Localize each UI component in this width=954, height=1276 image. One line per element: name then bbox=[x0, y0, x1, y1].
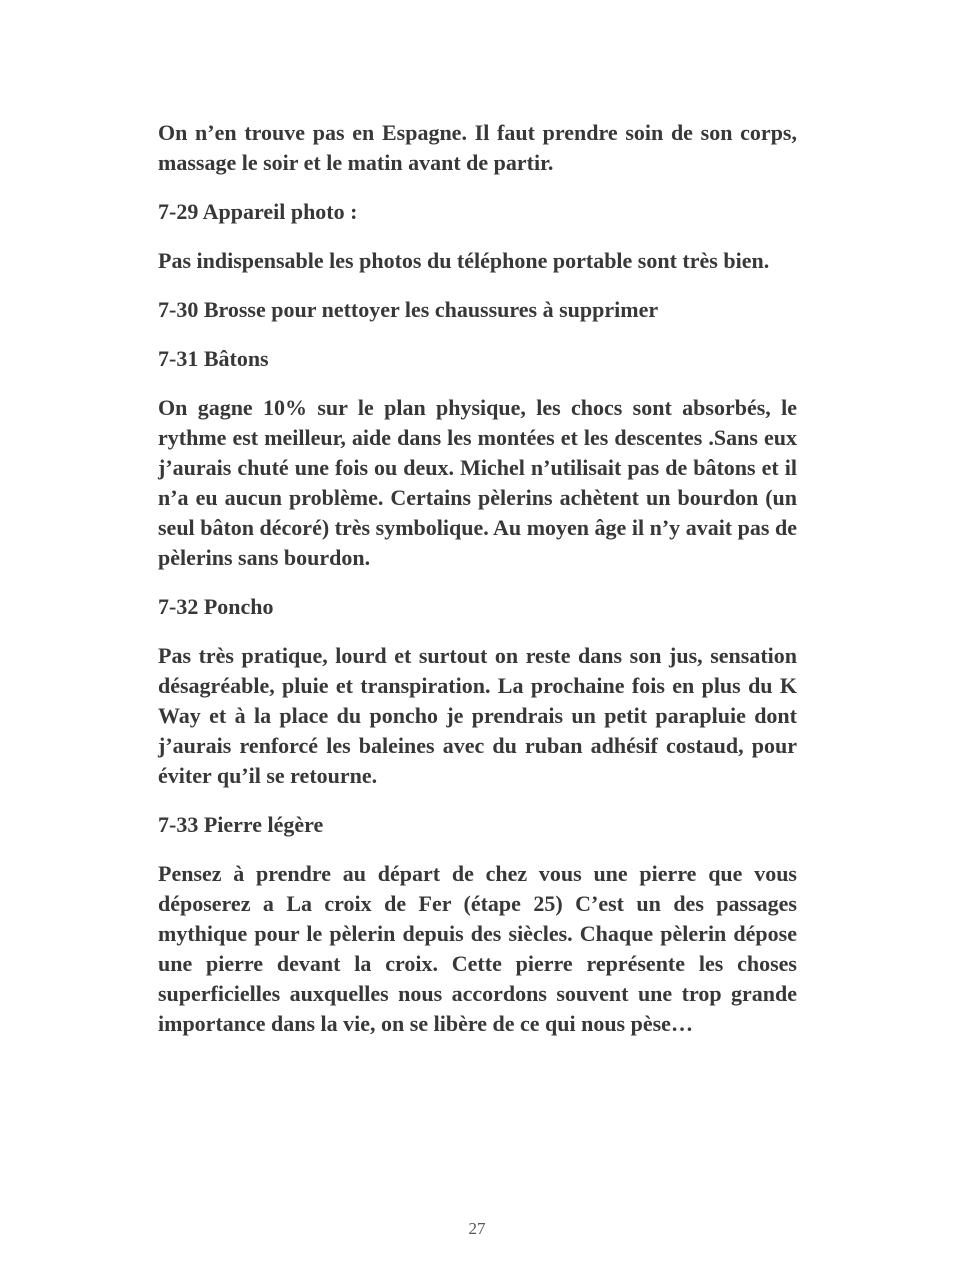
section-heading-7-29-appareil-photo: 7-29 Appareil photo : bbox=[158, 199, 358, 224]
paragraph-pierre-legere: Pensez à prendre au départ de chez vous une pierre que vous déposerez a La croix de Fer (étape 25) C’est un des passages mythique pour le pèlerin depuis des siècles. Chaque pèlerin dépose une pierre devant la croix. Cette pierre représente les choses superficielles auxquelles nous accordons souvent une trop grande importance dans la vie, on se libère de ce qui nous pèse… bbox=[158, 861, 797, 1036]
section-heading-7-33-pierre-legere: 7-33 Pierre légère bbox=[158, 812, 324, 837]
paragraph-massage: On n’en trouve pas en Espagne. Il faut prendre soin de son corps, massage le soir et le matin avant de partir. bbox=[158, 120, 797, 175]
paragraph-poncho: Pas très pratique, lourd et surtout on reste dans son jus, sensation désagréable, pluie et transpiration. La prochaine fois en plus du K Way et à la place du poncho je prendrais un petit parapluie dont j’aurais renforcé les baleines avec du ruban adhésif costaud, pour éviter qu’il se retourne. bbox=[158, 643, 797, 788]
paragraph-appareil-photo: Pas indispensable les photos du téléphone portable sont très bien. bbox=[158, 248, 770, 273]
document-content bbox=[158, 118, 797, 1058]
section-heading-7-31-batons: 7-31 Bâtons bbox=[158, 346, 269, 371]
page-number: 27 bbox=[468, 1219, 486, 1238]
section-heading-7-32-poncho: 7-32 Poncho bbox=[158, 594, 274, 619]
paragraph-batons: On gagne 10% sur le plan physique, les chocs sont absorbés, le rythme est meilleur, aide dans les montées et les descentes .Sans eux j’aurais chuté une fois ou deux. Michel n’utilisait pas de bâtons et il n’a eu aucun problème. Certains pèlerins achètent un bourdon (un seul bâton décoré) très symbolique. Au moyen âge il n’y avait pas de pèlerins sans bourdon. bbox=[158, 395, 797, 570]
section-heading-7-30-brosse: 7-30 Brosse pour nettoyer les chaussures à supprimer bbox=[158, 297, 659, 322]
